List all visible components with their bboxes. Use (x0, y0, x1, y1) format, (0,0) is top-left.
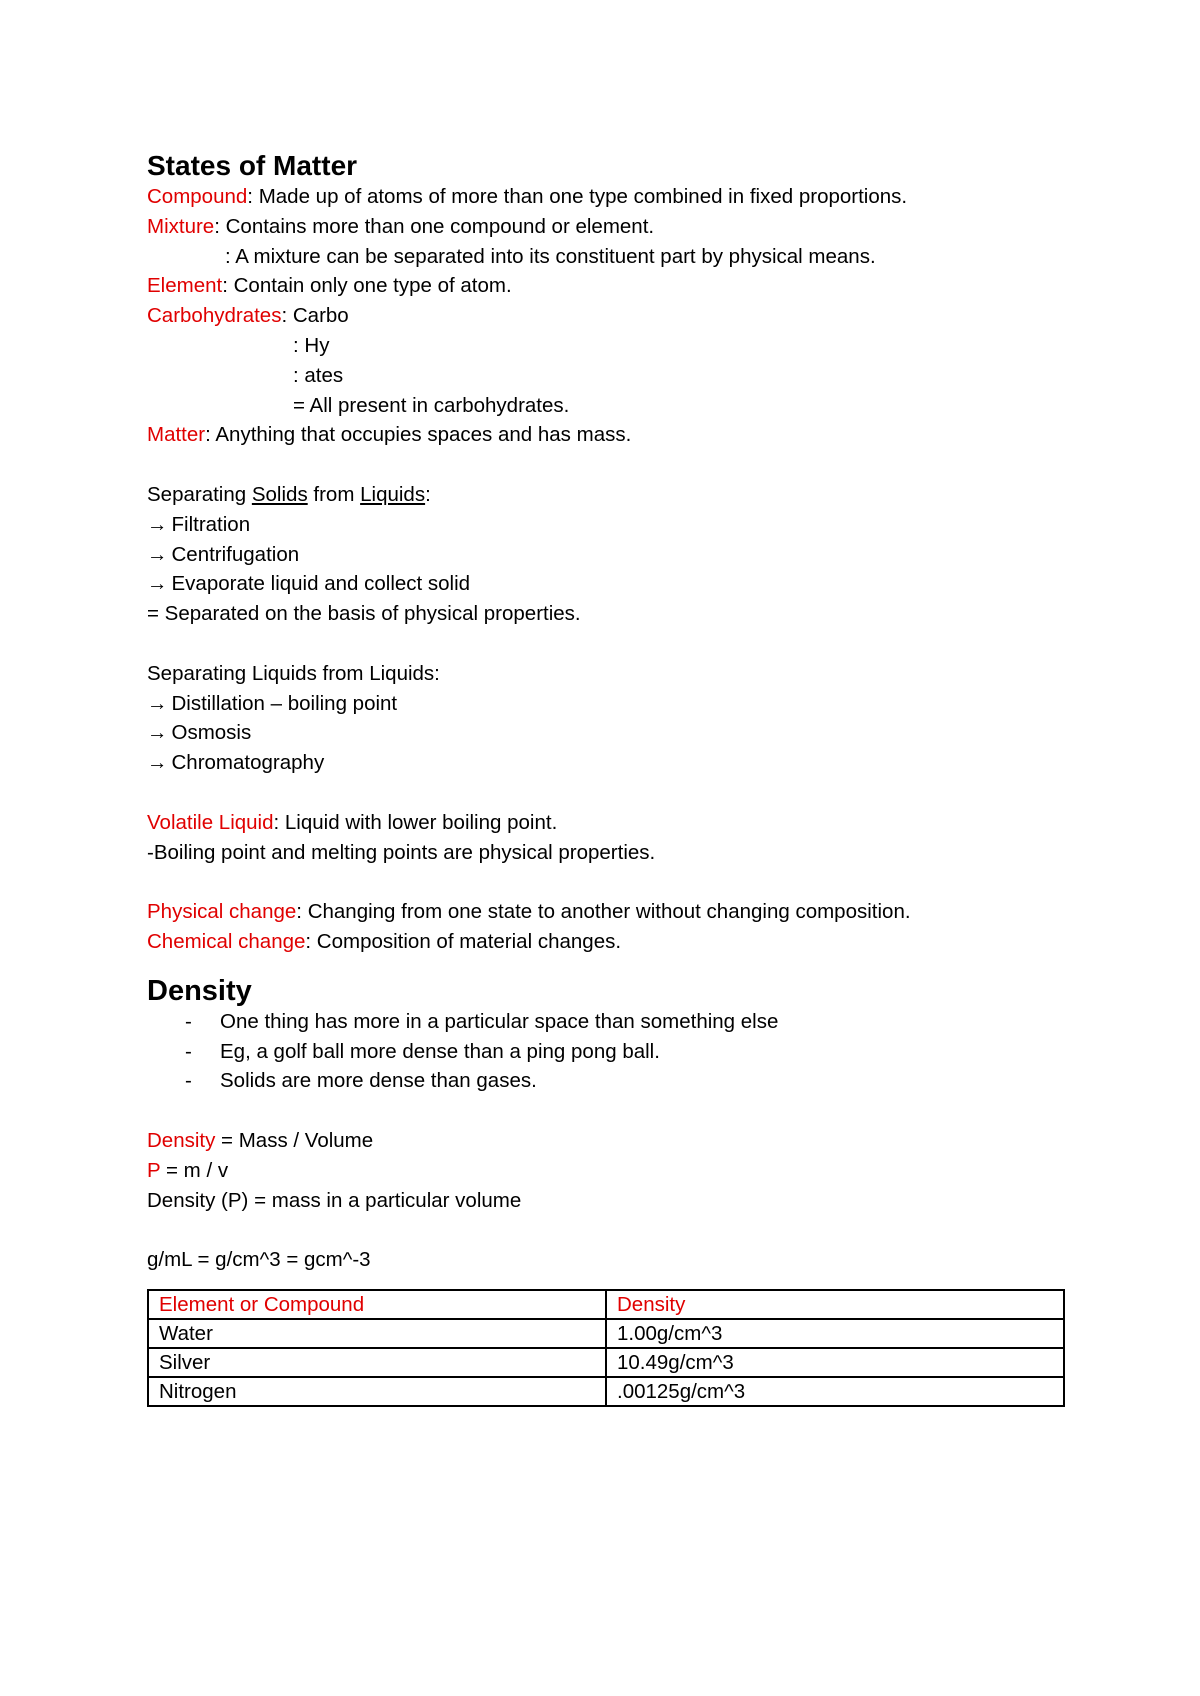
density-heading: Density (147, 974, 252, 1007)
term-mixture: Mixture (147, 214, 215, 238)
heading-suffix: : (425, 482, 431, 506)
table-header-cell: Element or Compound (148, 1290, 606, 1319)
table-header-cell: Density (606, 1290, 1064, 1319)
definition-text: : Made up of atoms of more than one type combined in fixed proportions. (247, 185, 908, 208)
density-bullet-list (147, 1007, 1067, 1096)
definition-text: : Carbo (281, 304, 349, 328)
table-cell: Water (148, 1319, 606, 1348)
separating-solids-heading (147, 480, 1067, 510)
definition-text: : Contains more than one compound or element. (214, 214, 655, 238)
density-table (147, 1289, 1065, 1407)
definition-element (147, 271, 1067, 301)
formula-text: = m / v (160, 1158, 229, 1182)
term-volatile-liquid: Volatile Liquid (147, 810, 274, 834)
spacer (147, 629, 1067, 659)
definition-volatile-liquid (147, 808, 1067, 838)
list-item (147, 748, 1067, 778)
arrow-right-icon: → (147, 572, 168, 596)
table-header-row (148, 1290, 1064, 1319)
separating-liquids-heading: Separating Liquids from Liquids: (147, 661, 440, 685)
list-item-text: Evaporate liquid and collect solid (171, 572, 471, 596)
table-cell: 10.49g/cm^3 (606, 1348, 1064, 1377)
term-carbohydrates: Carbohydrates (147, 304, 282, 328)
density-formula (147, 1126, 1067, 1156)
term-p: P (147, 1158, 161, 1182)
arrow-right-icon: → (147, 542, 168, 566)
term-compound: Compound (147, 185, 248, 208)
arrow-right-icon: → (147, 721, 168, 745)
definition-text: : Changing from one state to another without changing composition. (296, 900, 911, 924)
spacer (147, 778, 1067, 808)
list-item-text: Eg, a golf ball more dense than a ping pong ball. (220, 1039, 660, 1063)
table-cell: 1.00g/cm^3 (606, 1319, 1064, 1348)
list-item-text: Distillation – boiling point (171, 691, 398, 715)
mixture-note: : A mixture can be separated into its constituent part by physical means. (225, 244, 876, 268)
liquids-underlined: Liquids (360, 482, 426, 506)
list-item (147, 1066, 1067, 1096)
definition-chemical-change (147, 927, 1067, 957)
list-item-text: Osmosis (171, 721, 252, 745)
term-density: Density (147, 1128, 216, 1152)
density-formula-symbols (147, 1156, 1067, 1186)
definition-compound (147, 182, 1067, 212)
spacer (147, 450, 1067, 480)
definition-mixture (147, 212, 1067, 242)
density-units: g/mL = g/cm^3 = gcm^-3 (147, 1248, 371, 1272)
carbohydrates-note-ates: : ates (293, 363, 344, 387)
arrow-right-icon: → (147, 512, 168, 536)
formula-text: = Mass / Volume (215, 1128, 374, 1152)
list-item (147, 540, 1067, 570)
dash-bullet-icon: - (185, 1009, 192, 1033)
arrow-right-icon: → (147, 691, 168, 715)
carbohydrates-note-summary: = All present in carbohydrates. (293, 393, 570, 417)
density-definition: Density (P) = mass in a particular volume (147, 1188, 522, 1212)
list-item-text: One thing has more in a particular space than something else (220, 1009, 779, 1033)
spacer (147, 1096, 1067, 1126)
list-item-text: Solids are more dense than gases. (220, 1069, 537, 1093)
definition-matter (147, 420, 1067, 450)
dash-bullet-icon: - (185, 1039, 192, 1063)
states-of-matter-heading: States of Matter (147, 150, 358, 181)
list-item (147, 718, 1067, 748)
term-matter: Matter (147, 423, 206, 447)
definition-text: : Liquid with lower boiling point. (273, 810, 558, 834)
list-item-text: Filtration (171, 512, 251, 536)
heading-middle: from (307, 482, 361, 506)
term-physical-change: Physical change (147, 900, 297, 924)
solids-underlined: Solids (251, 482, 308, 506)
document-page (147, 148, 1067, 1407)
definition-physical-change (147, 897, 1067, 927)
list-item (147, 1037, 1067, 1067)
term-element: Element (147, 274, 223, 298)
list-item (147, 569, 1067, 599)
dash-bullet-icon: - (185, 1069, 192, 1093)
spacer (147, 867, 1067, 897)
list-item (147, 510, 1067, 540)
spacer (147, 1215, 1067, 1245)
list-item (147, 689, 1067, 719)
table-row (148, 1377, 1064, 1406)
table-row (148, 1348, 1064, 1377)
arrow-right-icon: → (147, 751, 168, 775)
definition-text: : Contain only one type of atom. (222, 274, 512, 298)
heading-prefix: Separating (147, 482, 252, 506)
carbohydrates-note-hy: : Hy (293, 333, 330, 357)
definition-carbohydrates (147, 301, 1067, 331)
solids-summary: = Separated on the basis of physical properties. (147, 602, 581, 626)
definition-text: : Composition of material changes. (305, 929, 622, 953)
list-item (147, 1007, 1067, 1037)
definition-text: : Anything that occupies spaces and has mass. (205, 423, 632, 447)
term-chemical-change: Chemical change (147, 929, 306, 953)
table-cell: Silver (148, 1348, 606, 1377)
table-row (148, 1319, 1064, 1348)
boiling-point-note: -Boiling point and melting points are physical properties. (147, 840, 656, 864)
list-item-text: Chromatography (171, 751, 325, 775)
table-cell: .00125g/cm^3 (606, 1377, 1064, 1406)
list-item-text: Centrifugation (171, 542, 300, 566)
table-cell: Nitrogen (148, 1377, 606, 1406)
